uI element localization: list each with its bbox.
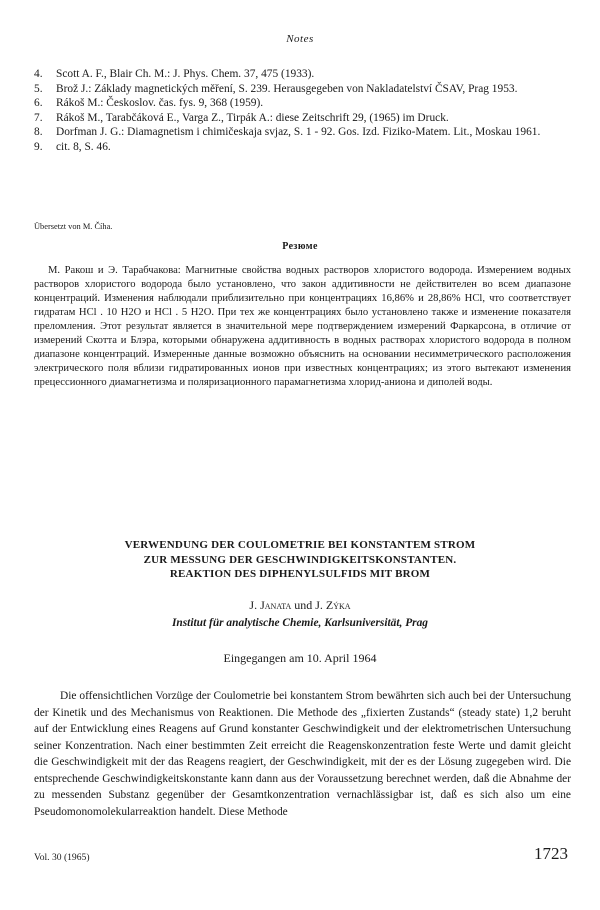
reference-item bbox=[34, 68, 564, 82]
reference-number: 4. bbox=[34, 68, 43, 80]
article-authors bbox=[0, 598, 600, 613]
translator-note: Übersetzt von M. Číha. bbox=[34, 222, 113, 231]
reference-number: 8. bbox=[34, 126, 43, 139]
reference-item bbox=[34, 112, 564, 126]
reference-item bbox=[34, 141, 564, 155]
reference-list bbox=[34, 68, 564, 156]
author-name: J. Zýka bbox=[315, 598, 351, 612]
author-name: J. Janata bbox=[249, 598, 292, 612]
page-number: 1723 bbox=[534, 844, 568, 863]
author-separator: und bbox=[294, 598, 313, 612]
reference-text: Scott A. F., Blair Ch. M.: J. Phys. Chem. 37, 475 (1933). bbox=[56, 68, 315, 80]
running-head: Notes bbox=[286, 33, 314, 45]
received-date: Eingegangen am 10. April 1964 bbox=[223, 651, 377, 665]
resume-body: М. Ракош и Э. Тарабчакова: Магнитные свойства водных растворов хлористого водорода. Измерением водных растворов хлористого водорода было установлено, что закон аддитивности не действителен во всем диапазоне концентраций. Изменения наблюдали приблизительно при концентрациях 16,86% и 28,86% HCl, что соответствует гидратам HCl . 10 H2O и HCl . 5 H2O. При тех же концентрациях было установлено также и изменение показателя преломления. Этот результат является в значительной мере подтверждением измерений Фаркарсона, в отличие от измерений Скотта и Блэра, которыми обнаружена аддитивность в водных растворах хлористого водорода в полном диапазоне концентраций. Измеренные данные возможно объяснить на основании несимметрического расположения электрического поля вблизи гидратированных ионов при известных концентрациях; из этого вытекают изменения прецессионного диамагнетизма и поляризационного парамагнетизма хлорид-аниона и диполей воды. bbox=[34, 265, 571, 388]
article-title-line: REAKTION DES DIPHENYLSULFIDS MIT BROM bbox=[169, 568, 431, 580]
author-affiliation: Institut für analytische Chemie, Karlsuniversität, Prag bbox=[171, 617, 429, 629]
reference-item bbox=[34, 83, 564, 97]
reference-text: Rákoš M., Tarabčáková E., Varga Z., Tirpák A.: diese Zeitschrift 29, (1965) im Druck. bbox=[56, 111, 449, 124]
article-title-line: ZUR MESSUNG DER GESCHWINDIGKEITSKONSTANTEN. bbox=[143, 553, 457, 566]
reference-text: Dorfman J. G.: Diamagnetism i chimičeskaja svjaz, S. 1 - 92. Gos. Izd. Fiziko-Matem. Lit., Moskau 1961. bbox=[56, 126, 541, 139]
reference-item bbox=[34, 97, 564, 111]
reference-number: 5. bbox=[34, 82, 43, 95]
reference-text: cit. 8, S. 46. bbox=[56, 140, 111, 153]
reference-item bbox=[34, 126, 564, 140]
resume-heading: Резюме bbox=[282, 241, 318, 252]
reference-text: Rákoš M.: Českoslov. čas. fys. 9, 368 (1959). bbox=[56, 97, 264, 110]
article-body: Die offensichtlichen Vorzüge der Coulometrie bei konstantem Strom bewährten sich auch bei der Untersuchung der Kinetik und des Mechanismus von Reaktionen. Die Methode des „fixierten Zustands“ (steady state) 1,2 beruht auf der Entwicklung eines Reagens auf Grund konstanter Geschwindigkeit und der elektrometrischen Untersuchung seiner Konzentration. Nach einer bestimmten Zeit erreicht die Reagenskonzentration feste Werte und damit gleicht die Geschwindigkeit mit der das Reagens reagiert, der Geschwindigkeit, mit der es der Lösung zugegeben wird. Die entsprechende Geschwindigkeitskonstante kann dann aus der Voraussetzung berechnet werden, daß die Abnahme der zu messenden Substanz gegenüber der Gesamtkonzentration vernachlässigbar ist, daß es sich also um eine Pseudomonomolekularreaktion handelt. Diese Methode bbox=[34, 690, 571, 818]
reference-number: 9. bbox=[34, 140, 43, 153]
footer-volume: Vol. 30 (1965) bbox=[34, 852, 90, 863]
reference-number: 6. bbox=[34, 97, 43, 110]
article-title-line: VERWENDUNG DER COULOMETRIE BEI KONSTANTEM STROM bbox=[124, 539, 476, 551]
reference-number: 7. bbox=[34, 111, 43, 124]
reference-text: Brož J.: Základy magnetických měření, S. 239. Herausgegeben von Nakladatelství ČSAV, Prag 1953. bbox=[56, 82, 518, 95]
article-title bbox=[0, 538, 600, 582]
